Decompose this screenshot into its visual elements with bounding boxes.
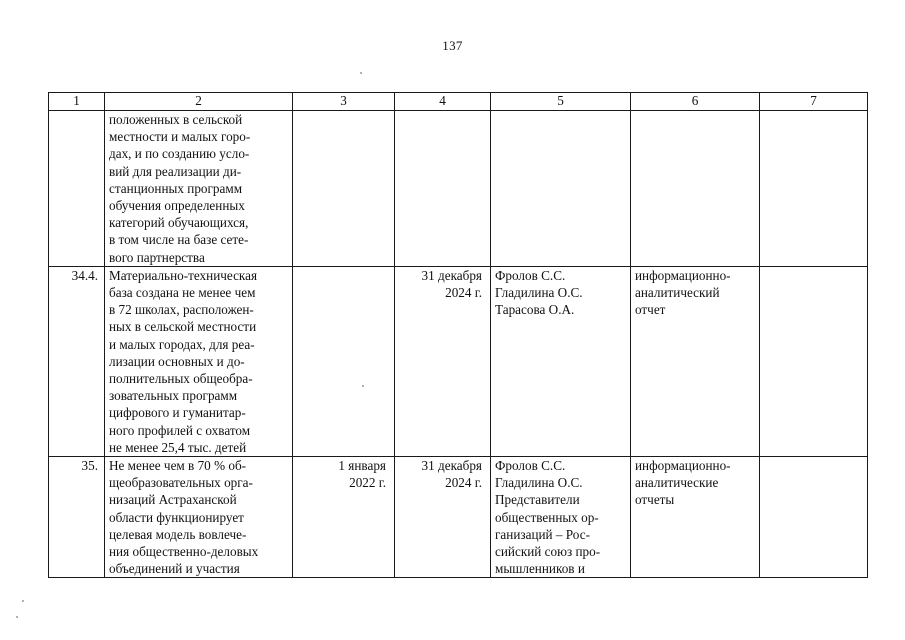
scan-speck (360, 72, 362, 74)
end-date-cell (395, 266, 491, 456)
cell-text-line: 31 декабря (421, 458, 482, 474)
cell-text-line: в 72 школах, расположен- (109, 302, 254, 318)
cell-text-line: станционных программ (109, 180, 243, 196)
cell-text-line: местности и малых горо- (109, 129, 251, 145)
cell-text-line: Представители (495, 492, 580, 508)
item-description-cell (105, 457, 293, 578)
column-header: 7 (760, 93, 868, 111)
note-cell (760, 457, 868, 578)
cell-text-line: цифрового и гуманитар- (109, 405, 246, 421)
cell-text-line: объединений и участия (109, 561, 240, 577)
end-date-cell (395, 111, 491, 267)
start-date-cell (293, 266, 395, 456)
item-description-cell (105, 266, 293, 456)
item-number-cell: 35. (49, 457, 105, 578)
cell-text-line: 2024 г. (445, 285, 482, 301)
cell-text-line: ных в сельской местности (109, 319, 257, 335)
cell-text-line: обучения определенных (109, 198, 245, 214)
cell-text-line: Тарасова О.А. (495, 302, 575, 318)
cell-text-line: ния общественно-деловых (109, 544, 259, 560)
cell-text-line: отчет (635, 302, 666, 318)
cell-text-line: Фролов С.С. (495, 458, 566, 474)
cell-text-line: в том числе на базе сете- (109, 232, 249, 248)
note-cell (760, 266, 868, 456)
cell-text-line: положенных в сельской (109, 112, 243, 127)
cell-text-line: категорий обучающихся, (109, 215, 249, 231)
cell-text-line: области функционирует (109, 509, 244, 525)
column-header: 4 (395, 93, 491, 111)
cell-text-line: ного профилей с охватом (109, 422, 251, 438)
result-type-cell (631, 457, 760, 578)
cell-text-line: аналитические (635, 475, 719, 491)
cell-text-line: низаций Астраханской (109, 492, 237, 508)
cell-text-line: щеобразовательных орга- (109, 475, 253, 491)
table-row (49, 111, 868, 267)
column-header: 1 (49, 93, 105, 111)
table-row (49, 266, 868, 456)
column-header: 6 (631, 93, 760, 111)
cell-text-line: база создана не менее чем (109, 285, 256, 301)
scan-speck (16, 616, 18, 618)
cell-text-line: 31 декабря (421, 267, 482, 283)
cell-text-line: зовательных программ (109, 388, 238, 404)
table-header-row (49, 93, 868, 111)
cell-text-line: лизации основных и до- (109, 353, 245, 369)
plan-table (48, 92, 868, 578)
cell-text-line: информационно- (635, 267, 731, 283)
cell-text-line: Материально-техническая (109, 267, 258, 283)
cell-text-line: общественных ор- (495, 509, 599, 525)
cell-text-line: дах, и по созданию усло- (109, 146, 250, 162)
cell-text-line: сийский союз про- (495, 544, 601, 560)
cell-text-line: Гладилина О.С. (495, 285, 583, 301)
table-row (49, 457, 868, 578)
cell-text-line: не менее 25,4 тыс. детей (109, 439, 247, 455)
cell-text-line: отчеты (635, 492, 675, 508)
start-date-cell (293, 457, 395, 578)
column-header: 3 (293, 93, 395, 111)
cell-text-line: Фролов С.С. (495, 267, 566, 283)
result-type-cell (631, 111, 760, 267)
cell-text-line: полнительных общеобра- (109, 371, 253, 387)
end-date-cell (395, 457, 491, 578)
cell-text-line: Гладилина О.С. (495, 475, 583, 491)
column-header: 2 (105, 93, 293, 111)
cell-text-line: аналитический (635, 285, 720, 301)
cell-text-line: 2022 г. (349, 475, 386, 491)
column-header: 5 (491, 93, 631, 111)
cell-text-line: целевая модель вовлече- (109, 526, 247, 542)
start-date-cell (293, 111, 395, 267)
cell-text-line: и малых городах, для реа- (109, 336, 255, 352)
page-number: 137 (442, 38, 463, 53)
responsible-cell (491, 111, 631, 267)
item-description-cell (105, 111, 293, 267)
responsible-cell (491, 457, 631, 578)
scan-speck (22, 600, 24, 602)
cell-text-line: ганизаций – Рос- (495, 526, 590, 542)
cell-text-line: вий для реализации ди- (109, 163, 242, 179)
note-cell (760, 111, 868, 267)
cell-text-line: информационно- (635, 458, 731, 474)
cell-text-line: 1 января (338, 458, 386, 474)
item-number-cell (49, 111, 105, 267)
cell-text-line: 2024 г. (445, 475, 482, 491)
cell-text-line: вого партнерства (109, 249, 205, 265)
item-number-cell: 34.4. (49, 266, 105, 456)
result-type-cell (631, 266, 760, 456)
cell-text-line: Не менее чем в 70 % об- (109, 458, 247, 474)
cell-text-line: мышленников и (495, 561, 585, 577)
responsible-cell (491, 266, 631, 456)
